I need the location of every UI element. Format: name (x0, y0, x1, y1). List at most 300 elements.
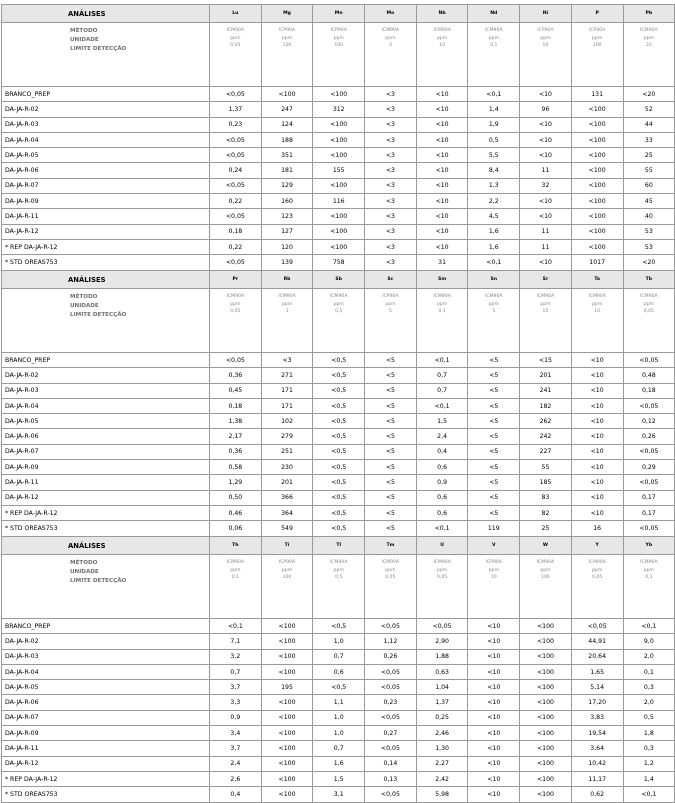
element-meta (468, 23, 520, 87)
sample-row (2, 664, 675, 679)
unit-value: ppm (643, 35, 654, 41)
result-cell: 155 (313, 163, 365, 178)
unit-value: ppm (592, 567, 603, 573)
meta-labels (2, 289, 210, 353)
result-cell: <100 (571, 117, 623, 132)
result-cell: 96 (520, 102, 572, 117)
element-meta (571, 289, 623, 353)
result-cell: <5 (468, 429, 520, 444)
result-cell: <100 (261, 649, 313, 664)
sample-row (2, 695, 675, 710)
element-meta (623, 23, 675, 87)
limit-value: 0,05 (230, 309, 241, 315)
section-title: ANÁLISES (2, 5, 210, 23)
result-cell: 20,64 (571, 649, 623, 664)
result-cell: 182 (520, 398, 572, 413)
element-header: Y (571, 537, 623, 555)
result-cell: <5 (365, 414, 417, 429)
result-cell: <0,5 (313, 353, 365, 368)
result-cell: 1,0 (313, 634, 365, 649)
result-cell: 17,20 (571, 695, 623, 710)
result-cell: 262 (520, 414, 572, 429)
result-cell: 5,14 (571, 680, 623, 695)
result-cell: 0,26 (623, 429, 675, 444)
result-cell: 44 (623, 117, 675, 132)
limit-value: 20 (645, 43, 652, 49)
element-header: Tb (623, 271, 675, 289)
result-cell: <3 (365, 178, 417, 193)
result-cell: <0,05 (623, 398, 675, 413)
element-header: Ta (571, 271, 623, 289)
unit-value: ppm (436, 301, 448, 307)
result-cell: 2,46 (416, 726, 468, 741)
unit-value: ppm (230, 567, 241, 573)
result-cell: 227 (520, 444, 572, 459)
limit-value: 100 (592, 43, 602, 49)
result-cell: <0,1 (416, 398, 468, 413)
result-cell: <20 (623, 87, 675, 102)
result-cell: <10 (571, 368, 623, 383)
result-cell: <10 (416, 239, 468, 254)
result-cell: <0,5 (313, 460, 365, 475)
result-cell: <3 (365, 117, 417, 132)
section-title: ANÁLISES (2, 537, 210, 555)
sample-name: DA-JA-R-12 (2, 756, 210, 771)
result-cell: <10 (571, 505, 623, 520)
element-header: V (468, 537, 520, 555)
result-cell: <10 (416, 102, 468, 117)
result-cell: 0,18 (210, 398, 262, 413)
result-cell: 3,83 (571, 710, 623, 725)
result-cell: 0,24 (210, 163, 262, 178)
sample-row (2, 224, 675, 239)
result-cell: <3 (365, 239, 417, 254)
result-cell: 5,98 (416, 787, 468, 802)
result-cell: <0,5 (313, 490, 365, 505)
element-header: Th (210, 537, 262, 555)
limit-value: 0,5 (335, 575, 343, 581)
result-cell: <100 (520, 756, 572, 771)
method-value: ICM90A (278, 294, 296, 299)
result-cell: <0,5 (313, 619, 365, 634)
result-cell: <10 (520, 148, 572, 163)
result-cell: <3 (365, 194, 417, 209)
meta-labels (2, 555, 210, 619)
result-cell: 0,9 (416, 475, 468, 490)
result-cell: 0,13 (365, 771, 417, 786)
result-cell: 11,17 (571, 771, 623, 786)
element-meta (468, 289, 520, 353)
result-cell: <0,5 (313, 444, 365, 459)
sample-row (2, 649, 675, 664)
unit-value: ppm (385, 35, 396, 41)
result-cell: <0,05 (365, 680, 417, 695)
result-cell: 1,5 (313, 771, 365, 786)
result-cell: 53 (623, 224, 675, 239)
element-meta (365, 555, 417, 619)
result-cell: <5 (468, 368, 520, 383)
result-cell: <100 (261, 695, 313, 710)
result-cell: <100 (313, 209, 365, 224)
result-cell: 1,0 (313, 710, 365, 725)
method-value: ICM90A (329, 560, 348, 565)
unit-value: ppm (333, 35, 344, 41)
result-cell: <0,05 (623, 475, 675, 490)
limit-label: LIMITE DETECÇÃO (70, 578, 127, 584)
analysis-section (0, 270, 675, 537)
sample-row (2, 490, 675, 505)
element-header: Nd (468, 5, 520, 23)
result-cell: 364 (261, 505, 313, 520)
result-cell: 0,36 (210, 368, 262, 383)
result-cell: <10 (468, 619, 520, 634)
sample-name: DA-JA-R-12 (2, 224, 210, 239)
result-cell: 1,12 (365, 634, 417, 649)
result-cell: 312 (313, 102, 365, 117)
result-cell: <0,5 (313, 521, 365, 536)
unit-value: ppm (333, 301, 344, 307)
element-header: Ni (520, 5, 572, 23)
element-meta (210, 555, 262, 619)
result-cell: 0,06 (210, 521, 262, 536)
result-cell: <5 (365, 490, 417, 505)
result-cell: 1,88 (416, 649, 468, 664)
result-cell: 0,5 (468, 132, 520, 147)
sample-row (2, 475, 675, 490)
element-header: Tl (313, 537, 365, 555)
result-cell: <10 (571, 353, 623, 368)
limit-value: 100 (282, 575, 292, 581)
result-cell: <100 (520, 695, 572, 710)
sample-name: DA-JA-R-05 (2, 148, 210, 163)
result-cell: 1,9 (468, 117, 520, 132)
result-cell: <5 (365, 521, 417, 536)
result-cell: 120 (261, 239, 313, 254)
result-cell: 549 (261, 521, 313, 536)
result-cell: <100 (571, 194, 623, 209)
method-unit-limit-row (2, 289, 675, 353)
result-cell: <0,5 (313, 414, 365, 429)
result-cell: 83 (520, 490, 572, 505)
result-cell: <100 (261, 726, 313, 741)
element-meta (416, 23, 468, 87)
method-value: ICM90A (226, 560, 245, 565)
sample-row (2, 353, 675, 368)
result-cell: 1,29 (210, 475, 262, 490)
sample-row (2, 398, 675, 413)
result-cell: 2,4 (210, 756, 262, 771)
result-cell: 0,18 (210, 224, 262, 239)
result-cell: 11 (520, 163, 572, 178)
result-cell: 2,42 (416, 771, 468, 786)
result-cell: <100 (261, 664, 313, 679)
result-cell: <100 (261, 87, 313, 102)
sample-name: * STD OREAS753 (2, 787, 210, 802)
result-cell: 0,6 (313, 664, 365, 679)
sample-row (2, 756, 675, 771)
result-cell: <100 (571, 209, 623, 224)
result-cell: 366 (261, 490, 313, 505)
sample-name: DA-JA-R-07 (2, 444, 210, 459)
result-cell: 7,1 (210, 634, 262, 649)
analysis-section (0, 536, 675, 803)
unit-value: ppm (281, 567, 293, 573)
result-cell: 0,7 (416, 383, 468, 398)
result-cell: <3 (261, 353, 313, 368)
result-cell: 0,9 (210, 710, 262, 725)
result-cell: <0,05 (210, 178, 262, 193)
result-cell: <10 (468, 726, 520, 741)
result-cell: <100 (571, 239, 623, 254)
result-cell: 201 (261, 475, 313, 490)
result-cell: 241 (520, 383, 572, 398)
result-cell: <5 (468, 383, 520, 398)
result-cell: 195 (261, 680, 313, 695)
sample-name: DA-JA-R-07 (2, 178, 210, 193)
result-cell: <5 (365, 398, 417, 413)
result-cell: <5 (468, 475, 520, 490)
result-cell: <5 (365, 368, 417, 383)
result-cell: 1,6 (468, 224, 520, 239)
result-cell: <10 (520, 132, 572, 147)
result-cell: <15 (520, 353, 572, 368)
element-meta (623, 289, 675, 353)
limit-value: 10 (439, 43, 446, 49)
result-cell: <10 (416, 194, 468, 209)
element-header: Yb (623, 537, 675, 555)
sample-name: * STD OREAS753 (2, 521, 210, 536)
result-cell: 0,45 (210, 383, 262, 398)
result-cell: 3,64 (571, 741, 623, 756)
result-cell: <0,05 (365, 664, 417, 679)
sample-row (2, 102, 675, 117)
result-cell: <100 (520, 634, 572, 649)
method-value: ICM90A (485, 294, 503, 299)
result-cell: 0,7 (210, 664, 262, 679)
result-cell: 0,6 (416, 505, 468, 520)
element-header: Sn (468, 271, 520, 289)
result-cell: <5 (365, 505, 417, 520)
section-title: ANÁLISES (2, 271, 210, 289)
result-cell: 3,1 (313, 787, 365, 802)
sample-name: DA-JA-R-12 (2, 490, 210, 505)
result-cell: <0,05 (365, 710, 417, 725)
method-value: ICM90A (588, 560, 606, 565)
limit-label: LIMITE DETECÇÃO (70, 46, 127, 52)
result-cell: <100 (571, 178, 623, 193)
result-cell: <0,1 (416, 521, 468, 536)
result-cell: <10 (468, 741, 520, 756)
result-cell: <20 (623, 255, 675, 270)
sample-name: DA-JA-R-11 (2, 741, 210, 756)
element-header: P (571, 5, 623, 23)
result-cell: 55 (623, 163, 675, 178)
method-value: ICM90A (536, 294, 555, 299)
element-header: U (416, 537, 468, 555)
sample-name: BRANCO_PREP (2, 353, 210, 368)
unit-value: ppm (643, 301, 654, 307)
result-cell: <10 (571, 475, 623, 490)
result-cell: <100 (571, 102, 623, 117)
unit-value: ppm (540, 567, 551, 573)
result-cell: <5 (365, 383, 417, 398)
result-cell: <10 (571, 444, 623, 459)
method-unit-limit-row (2, 23, 675, 87)
unit-value: ppm (436, 567, 448, 573)
element-header: Tm (365, 537, 417, 555)
result-cell: 1,2 (623, 756, 675, 771)
result-cell: 271 (261, 368, 313, 383)
result-cell: 0,17 (623, 490, 675, 505)
result-cell: <10 (468, 710, 520, 725)
element-meta (313, 555, 365, 619)
element-header: Ti (261, 537, 313, 555)
result-cell: 0,3 (623, 741, 675, 756)
unit-label: UNIDADE (70, 569, 99, 575)
result-cell: 1,4 (623, 771, 675, 786)
result-cell: <10 (520, 209, 572, 224)
element-meta (468, 555, 520, 619)
result-cell: <100 (313, 132, 365, 147)
sample-name: DA-JA-R-03 (2, 649, 210, 664)
result-cell: <0,05 (623, 444, 675, 459)
result-cell: 124 (261, 117, 313, 132)
result-cell: 2,27 (416, 756, 468, 771)
result-cell: <0,1 (416, 353, 468, 368)
element-header: Mn (313, 5, 365, 23)
result-cell: 5,5 (468, 148, 520, 163)
result-cell: <10 (416, 132, 468, 147)
sample-name: DA-JA-R-02 (2, 634, 210, 649)
result-cell: 0,6 (416, 460, 468, 475)
result-cell: 33 (623, 132, 675, 147)
result-cell: 123 (261, 209, 313, 224)
result-cell: 247 (261, 102, 313, 117)
result-cell: <100 (313, 148, 365, 163)
result-cell: 11 (520, 224, 572, 239)
method-value: ICP90A (382, 294, 399, 299)
method-unit-limit-row (2, 555, 675, 619)
result-cell: 2,4 (416, 429, 468, 444)
result-cell: 0,6 (416, 490, 468, 505)
method-value: ICM90A (381, 28, 400, 33)
limit-value: 0,05 (592, 575, 603, 581)
unit-value: ppm (333, 567, 344, 573)
result-cell: 53 (623, 239, 675, 254)
result-cell: <10 (520, 87, 572, 102)
sample-name: DA-JA-R-05 (2, 680, 210, 695)
result-cell: <5 (468, 414, 520, 429)
limit-value: 0,1 (231, 575, 239, 581)
analysis-section (0, 4, 675, 271)
sample-row (2, 505, 675, 520)
sample-name: DA-JA-R-04 (2, 398, 210, 413)
sample-row (2, 460, 675, 475)
result-cell: 45 (623, 194, 675, 209)
unit-label: UNIDADE (70, 37, 99, 43)
method-value: ICM90A (588, 294, 606, 299)
result-cell: <10 (520, 194, 572, 209)
sample-row (2, 239, 675, 254)
unit-value: ppm (592, 35, 603, 41)
element-header: Mg (261, 5, 313, 23)
limit-value: 0,05 (385, 575, 396, 581)
result-cell: <0,05 (210, 87, 262, 102)
result-cell: 8,4 (468, 163, 520, 178)
unit-value: ppm (230, 35, 241, 41)
result-cell: 3,3 (210, 695, 262, 710)
result-cell: <10 (468, 634, 520, 649)
result-cell: 82 (520, 505, 572, 520)
result-cell: <0,1 (623, 619, 675, 634)
unit-value: ppm (488, 35, 499, 41)
result-cell: <0,1 (623, 787, 675, 802)
result-cell: <100 (571, 224, 623, 239)
limit-value: 0,1 (645, 575, 653, 581)
result-cell: 0,17 (623, 505, 675, 520)
result-cell: 1,65 (571, 664, 623, 679)
result-cell: <0,1 (468, 87, 520, 102)
method-value: ICP90A (278, 28, 296, 33)
result-cell: <0,05 (571, 619, 623, 634)
result-cell: 0,23 (365, 695, 417, 710)
method-label: MÉTODO (70, 560, 98, 566)
element-header: Pr (210, 271, 262, 289)
result-cell: <5 (468, 353, 520, 368)
result-cell: 181 (261, 163, 313, 178)
sample-name: DA-JA-R-06 (2, 163, 210, 178)
method-value: ICM90A (329, 294, 348, 299)
result-cell: <10 (416, 209, 468, 224)
method-value: ICM90A (640, 560, 658, 565)
result-cell: 3,7 (210, 741, 262, 756)
result-cell: <100 (261, 634, 313, 649)
result-cell: <100 (261, 710, 313, 725)
result-cell: 16 (571, 521, 623, 536)
sample-row (2, 680, 675, 695)
sample-row (2, 429, 675, 444)
element-meta (520, 555, 572, 619)
result-cell: 116 (313, 194, 365, 209)
result-cell: <3 (365, 163, 417, 178)
sample-name: DA-JA-R-02 (2, 368, 210, 383)
sample-row (2, 163, 675, 178)
sample-row (2, 634, 675, 649)
result-cell: 0,62 (571, 787, 623, 802)
result-cell: 171 (261, 383, 313, 398)
result-cell: <100 (520, 710, 572, 725)
result-cell: <100 (313, 117, 365, 132)
result-cell: 1,5 (416, 414, 468, 429)
result-cell: 0,22 (210, 194, 262, 209)
result-cell: <0,05 (210, 132, 262, 147)
result-cell: 0,7 (313, 741, 365, 756)
result-cell: 160 (261, 194, 313, 209)
result-cell: <5 (468, 398, 520, 413)
unit-value: ppm (230, 301, 241, 307)
result-cell: <3 (365, 255, 417, 270)
method-value: ICM90A (433, 294, 451, 299)
result-cell: 0,3 (623, 680, 675, 695)
result-cell: <0,5 (313, 429, 365, 444)
result-cell: <10 (468, 756, 520, 771)
result-cell: <0,05 (210, 353, 262, 368)
result-cell: <0,05 (416, 619, 468, 634)
result-cell: 1017 (571, 255, 623, 270)
result-cell: <5 (468, 490, 520, 505)
result-cell: <100 (520, 664, 572, 679)
result-cell: <100 (313, 87, 365, 102)
